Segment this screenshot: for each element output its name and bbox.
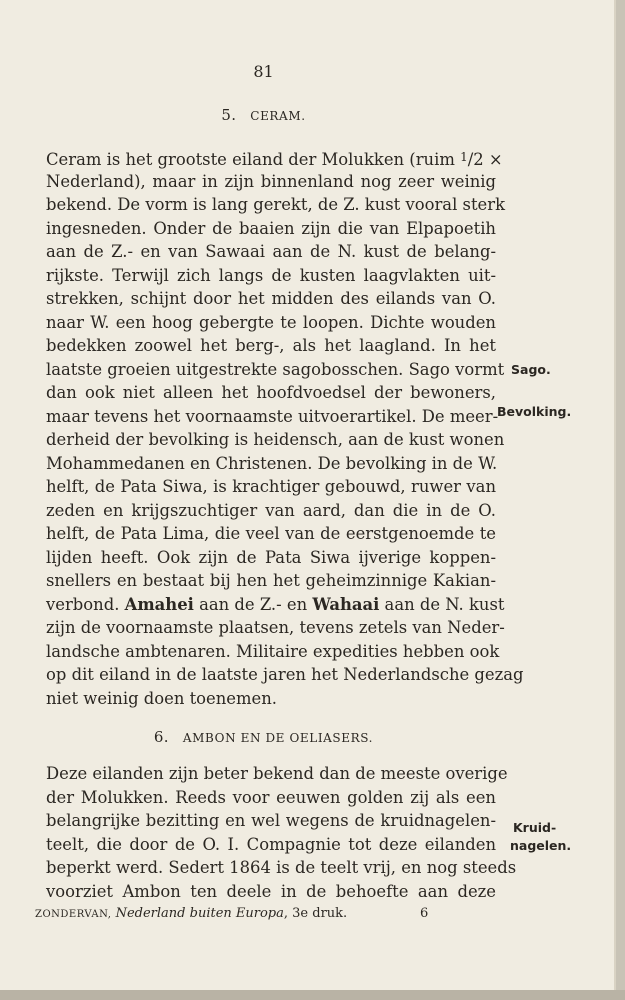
fraction-rest: /2 × <box>467 150 503 169</box>
paragraph-ceram <box>46 146 524 710</box>
text-line: zeden en krijgszuchtiger van aard, dan die in de O. <box>46 500 496 520</box>
text-line: Deze eilanden zijn beter bekend dan de meeste overige <box>46 764 508 783</box>
section-number: 5. <box>221 106 237 124</box>
margin-note-sago: Sago. <box>511 362 551 377</box>
text-line: naar W. een hoog gebergte te loopen. Dichte wouden <box>46 312 496 332</box>
fraction-numerator: 1 <box>460 150 468 164</box>
text-line: verbond. Amahei aan de Z.- en Wahaai aan de N. kust <box>46 594 505 614</box>
page-footer <box>35 906 455 921</box>
text-line: snellers en bestaat bij hen het geheimzinnige Kakian- <box>46 571 496 590</box>
text-line: strekken, schijnt door het midden des eilands van O. <box>46 289 496 308</box>
text-line: zijn de voornaamste plaatsen, tevens zetels van Neder- <box>46 618 505 637</box>
text-line: aan de Z.- en van Sawaai aan de N. kust de belang- <box>46 242 496 261</box>
text-line: dan ook niet alleen het hoofdvoedsel der bewoners, <box>46 383 496 402</box>
paragraph-ambon <box>46 762 517 903</box>
text-line: op dit eiland in de laatste jaren het Nederlandsche gezag <box>46 665 524 684</box>
text-line: belangrijke bezitting en wel wegens de kruidnagelen- <box>46 811 496 830</box>
text-line: laatste groeien uitgestrekte sagobosschen. Sago vormt <box>46 359 505 379</box>
section-title: AMBON EN DE OELIASERS. <box>182 731 374 745</box>
text-line: rijkste. Terwijl zich langs de kusten laagvlakten uit- <box>46 265 496 285</box>
section-number: 6. <box>153 728 169 746</box>
text-line: lijden heeft. Ook zijn de Pata Siwa ijverige koppen- <box>46 547 496 567</box>
text-line: derheid der bevolking is heidensch, aan de kust wonen <box>46 430 505 449</box>
text-line: Ceram is het grootste eiland der Molukken (ruim $^1$/2 × <box>46 150 503 169</box>
text-line: maar tevens het voornaamste uitvoerartikel. De meer- <box>46 406 499 426</box>
place-wahaai: Wahaai <box>312 594 380 614</box>
margin-note-line: Kruid- <box>513 820 557 835</box>
section-title: CERAM. <box>250 109 306 123</box>
margin-note-line: nagelen. <box>510 838 572 853</box>
text-line: bedekken zoowel het berg-, als het laagland. In het <box>46 336 496 355</box>
text-line: teelt, die door de O. I. Compagnie tot deze eilanden <box>46 834 496 854</box>
text-line: Mohammedanen en Christenen. De bevolking in de W. <box>46 453 498 473</box>
footer-signature: 6 <box>420 906 429 921</box>
text-line: beperkt werd. Sedert 1864 is de teelt vrij, en nog steeds <box>46 858 517 877</box>
footer-edition: , 3e druk. <box>283 906 348 921</box>
text-line: niet weinig doen toenemen. <box>46 688 278 708</box>
margin-note-kruidnagelen <box>510 819 572 855</box>
page-shadow <box>0 990 625 1000</box>
section-heading-ambon <box>0 728 527 746</box>
footer-author: ZONDERVAN, <box>35 909 112 920</box>
text-line: Nederland), maar in zijn binnenland nog zeer weinig <box>46 171 496 191</box>
footer-book-title: Nederland buiten Europa <box>115 906 284 921</box>
margin-note-bevolking: Bevolking. <box>497 404 572 419</box>
text-line: landsche ambtenaren. Militaire expedities hebben ook <box>46 641 500 661</box>
text-line: bekend. De vorm is lang gerekt, de Z. kust vooral sterk <box>46 195 506 214</box>
place-amahei: Amahei <box>124 594 194 614</box>
section-heading-ceram <box>0 106 527 124</box>
text-line: voorziet Ambon ten deele in de behoefte aan deze <box>46 881 496 901</box>
text-line: helft, de Pata Lima, die veel van de eerstgenoemde te <box>46 524 496 543</box>
page-number: 81 <box>253 62 274 81</box>
text-line: helft, de Pata Siwa, is krachtiger gebouwd, ruwer van <box>46 477 496 496</box>
text-line: ingesneden. Onder de baaien zijn die van Elpapoetih <box>46 218 496 238</box>
text-line: der Molukken. Reeds voor eeuwen golden zij als een <box>46 787 496 807</box>
